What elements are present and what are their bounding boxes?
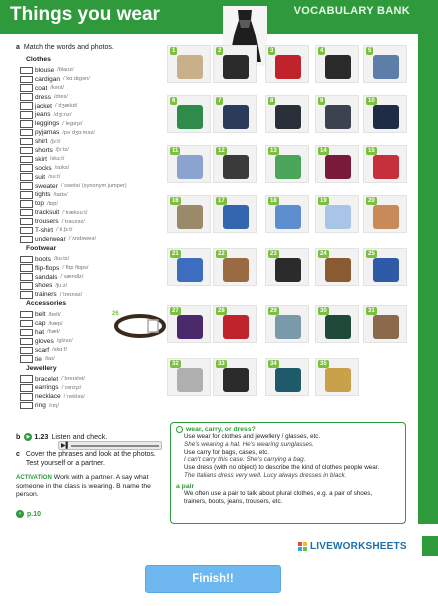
vocab-word: top [35,200,45,208]
photo-tile-4 [315,45,359,83]
garment-image [177,258,203,282]
photo-tile-5 [363,45,407,83]
vocab-word: dress [35,93,51,101]
vocab-word: trainers [35,291,57,299]
audio-icon: ▶ [24,433,32,441]
photo-number: 32 [172,361,179,367]
photo-number: 3 [270,48,274,54]
answer-box[interactable] [20,182,33,190]
photo-number: 29 [270,308,277,314]
word-row-tie [20,355,165,364]
garment-image [177,155,203,179]
photo-number: 2 [218,48,222,54]
garment-image [223,368,249,392]
garment-image [373,55,399,79]
vocab-word: coat [35,84,48,92]
section-heading: Footwear [26,244,57,252]
play-icon[interactable]: ▶▌ [61,443,70,449]
vocab-word: gloves [35,337,54,345]
answer-box[interactable] [20,347,33,355]
note-example: She's wearing a hat. He's wearing sunglasses. [184,440,314,448]
answer-box[interactable] [20,384,33,392]
word-list [20,55,165,410]
vocab-word: underwear [35,235,66,243]
note-rule: Use dress (with no object) to describe the kind of clothes people wear. [184,464,380,472]
note-rule: Use carry for bags, cases, etc. [184,448,270,456]
word-row-top [20,199,165,208]
word-row-tights [20,190,165,199]
answer-box[interactable] [20,256,33,264]
photo-number: 9 [320,98,324,104]
note-rule: We often use a pair to talk about plural clothes, e.g. a pair of shoes, [184,489,373,497]
vocab-word: tracksuit [35,209,60,217]
garment-image [373,105,399,129]
phonetic-text: /sɒks/ [54,165,70,172]
phonetic-text: /ˈbreɪslət/ [61,376,85,383]
phonetic-text: /ˈleɡɪŋz/ [62,120,83,127]
answer-box[interactable] [20,164,33,172]
photo-tile-10 [363,95,407,133]
word-row-coat [20,84,165,93]
word-row-shirt [20,137,165,146]
answer-box[interactable] [20,218,33,226]
answer-box[interactable] [20,93,33,101]
photo-tile-19 [315,195,359,233]
garment-image [325,55,351,79]
note-heading-pair: a pair [176,482,195,490]
photo-tile-35 [315,358,359,396]
phonetic-text: /pəˈdʒɑːməz/ [62,129,95,136]
photo-number: 1 [172,48,176,54]
photo-number: 20 [368,198,375,204]
liveworksheets-logo: LIVEWORKSHEETS [298,541,407,552]
photo-tile-18 [265,195,309,233]
answer-box[interactable] [20,291,33,299]
phonetic-text: /ˈɪərɪŋz/ [61,384,82,391]
photo-tile-21 [167,248,211,286]
phonetic-text: /dres/ [53,94,68,101]
word-row-flip-flops [20,264,165,273]
vocab-word: necklace [35,393,61,401]
header-bar [0,0,438,34]
phonetic-text: /kæp/ [48,320,63,327]
word-row-trousers [20,217,165,226]
answer-box[interactable] [20,273,33,281]
answer-box[interactable] [20,173,33,181]
vocab-word: shorts [35,146,53,154]
garment-image [177,368,203,392]
word-row-trainers [20,290,165,299]
vocab-word: boots [35,255,51,263]
garment-image [223,55,249,79]
answer-box[interactable] [20,355,33,363]
answer-box[interactable] [20,402,33,410]
answer-box[interactable] [20,76,33,84]
word-row-boots [20,255,165,264]
phonetic-text: /buːts/ [53,256,70,263]
vocab-word: shoes [35,282,53,290]
vocabulary-bank-label: VOCABULARY BANK [293,5,410,17]
note-example: The Italians dress very well. Lucy always dresses in black. [184,471,347,479]
vocab-word: ring [35,402,46,410]
answer-box[interactable] [20,111,33,119]
photo-number: 30 [320,308,327,314]
photo-tile-30 [315,305,359,343]
garment-image [223,258,249,282]
vocab-word: socks [35,164,52,172]
audio-player[interactable] [58,441,162,450]
logo-squares-icon [298,542,307,551]
grammar-note-box [170,422,406,524]
photo-number: 18 [270,198,277,204]
phonetic-text: /taɪts/ [53,191,68,198]
garment-image [373,155,399,179]
phonetic-text: /ˈtræksuːt/ [62,209,88,216]
section-heading: Clothes [26,56,51,63]
photo-tile-12 [213,145,257,183]
photo-tile-29 [265,305,309,343]
photo-number: 7 [218,98,222,104]
answer-box[interactable] [20,120,33,128]
word-row-suit [20,173,165,182]
vocab-word: cardigan [35,75,60,83]
photo-number: 19 [320,198,327,204]
phonetic-text: /tɒp/ [47,200,58,207]
photo-number: 14 [320,148,327,154]
phonetic-text: /kəʊt/ [50,85,65,92]
word-row-tracksuit [20,208,165,217]
phonetic-text: /suːt/ [48,174,61,181]
phonetic-text: /blaʊz/ [57,67,74,74]
photo-tile-31 [363,305,407,343]
garment-image [275,105,301,129]
photo-tile-6 [167,95,211,133]
word-row-pyjamas [20,128,165,137]
photo-number: 31 [368,308,375,314]
answer-box[interactable] [20,84,33,92]
phonetic-text: /ˈtraʊzəz/ [61,218,85,225]
vocab-word: leggings [35,120,60,128]
garment-image [275,368,301,392]
phonetic-text: /belt/ [48,311,61,318]
garment-image [325,315,351,339]
photo-number: 11 [172,148,179,154]
photo-tile-3 [265,45,309,83]
garment-image [177,105,203,129]
photo-tile-22 [213,248,257,286]
garment-image [373,205,399,229]
photo-number: 33 [218,361,225,367]
garment-image [275,205,301,229]
photo-number: 21 [172,251,179,257]
magnifier-icon [176,426,183,433]
photo-number-26: 26 [112,311,119,317]
photo-number: 24 [320,251,327,257]
note-example: I can't carry this case. She's carrying a bag. [184,456,306,464]
word-row-blouse [20,66,165,75]
phonetic-text: /ˈswetə/ (synonym jumper) [60,183,127,190]
photo-tile-23 [265,248,309,286]
vocab-word: belt [35,311,46,319]
vocab-word: tie [35,355,42,363]
answer-box[interactable] [20,264,33,272]
photo-number: 13 [270,148,277,154]
answer-box[interactable] [20,227,33,235]
garment-image [177,55,203,79]
phonetic-text: /ˈnekləs/ [63,393,85,400]
photo-tile-7 [213,95,257,133]
photo-number: 6 [172,98,176,104]
note-heading: wear, carry, or dress? [176,426,400,433]
word-row-sandals [20,273,165,282]
phonetic-text: /ˈkɑːdɪɡən/ [62,76,90,83]
photo-tile-1 [167,45,211,83]
photo-tile-11 [167,145,211,183]
answer-box[interactable] [20,209,33,217]
garment-image [223,155,249,179]
garment-image [223,315,249,339]
side-strip [418,34,438,524]
photo-tile-17 [213,195,257,233]
vocab-word: suit [35,173,46,181]
word-row-cardigan [20,75,165,84]
word-row-socks [20,164,165,173]
word-row-leggings [20,119,165,128]
exercise-b: b ▶ 1.23 Listen and check. [16,432,108,441]
photo-number: 25 [368,251,375,257]
phonetic-text: /ˈtiːʃɜːt/ [56,227,73,234]
section-heading: Jewellery [26,364,57,372]
answer-box[interactable] [20,282,33,290]
answer-box[interactable] [20,138,33,146]
photo-tile-2 [213,45,257,83]
vocab-word: jeans [35,111,51,119]
phonetic-text: /ɡlʌvz/ [56,338,73,345]
photo-number: 4 [320,48,324,54]
photo-tile-13 [265,145,309,183]
vocab-word: tights [35,191,51,199]
photo-tile-14 [315,145,359,183]
phonetic-text: /rɪŋ/ [48,402,59,409]
phonetic-text: /ˈsændlz/ [60,274,84,281]
word-row-skirt [20,155,165,164]
photo-number: 17 [218,198,225,204]
phonetic-text: /hæt/ [47,329,60,336]
photo-number: 16 [172,198,179,204]
answer-box[interactable] [20,338,33,346]
garment-image [223,105,249,129]
finish-button[interactable]: Finish!! [145,565,281,593]
photo-tile-20 [363,195,407,233]
vocab-word: trousers [35,218,59,226]
garment-image [325,205,351,229]
phonetic-text: /ʃuːz/ [55,282,68,289]
page-title: Things you wear [10,4,160,25]
answer-box[interactable] [20,375,33,383]
garment-image [373,258,399,282]
phonetic-text: /ʃɔːts/ [55,147,69,154]
photo-tile-25 [363,248,407,286]
vocab-word: skirt [35,155,47,163]
word-row-scarf [20,346,165,355]
answer-box[interactable] [20,311,33,319]
garment-image [325,258,351,282]
vocab-word: cap [35,320,46,328]
photo-number: 8 [270,98,274,104]
word-row-jeans [20,110,165,119]
garment-image [223,205,249,229]
garment-image [325,155,351,179]
garment-image [325,105,351,129]
photo-number: 22 [218,251,225,257]
activation-task: ACTIVATION Work with a partner. A say what someone in the class is wearing. B name the person. [16,474,151,499]
answer-box[interactable] [20,329,33,337]
answer-box[interactable] [20,67,33,75]
phonetic-text: /dʒiːnz/ [53,111,72,118]
vocab-word: blouse [35,66,55,74]
page-reference-link[interactable]: › p.10 [16,510,41,518]
garment-image [275,155,301,179]
answer-box[interactable] [20,156,33,164]
photo-tile-34 [265,358,309,396]
phonetic-text: /taɪ/ [44,356,55,363]
photo-number: 15 [368,148,375,154]
phonetic-text: /ˈʌndəweə/ [68,236,97,243]
garment-image [177,315,203,339]
vocab-word: hat [35,328,45,336]
photo-number: 5 [368,48,372,54]
word-row-jacket [20,102,165,111]
photo-number: 12 [218,148,225,154]
word-row-sweater [20,182,165,191]
vocab-word: earrings [35,384,59,392]
belt-photo [112,308,168,340]
note-rule: Use wear for clothes and jewellery / glasses, etc. [184,433,321,440]
answer-box[interactable] [20,191,33,199]
vocab-word: scarf [35,346,50,354]
word-row-dress [20,93,165,102]
side-strip-bottom [422,536,438,556]
garment-image [177,205,203,229]
answer-box[interactable] [20,393,33,401]
exercise-a-instruction: a Match the words and photos. [16,44,114,51]
word-row-shoes [20,281,165,290]
vocab-word: sweater [35,182,58,190]
garment-image [325,368,351,392]
word-row-underwear [20,235,165,244]
answer-box[interactable] [20,147,33,155]
phonetic-text: /ˈdʒækɪt/ [54,103,78,109]
photo-tile-28 [213,305,257,343]
vocab-word: bracelet [35,375,59,383]
phonetic-text: /ʃɜːt/ [50,138,61,145]
photo-number: 34 [270,361,277,367]
vocab-word: T-shirt [35,226,54,234]
vocab-word: pyjamas [35,129,60,137]
garment-image [275,258,301,282]
photo-number: 10 [368,98,375,104]
answer-box[interactable] [20,102,33,110]
vocab-word: flip-flops [35,264,60,272]
answer-box[interactable] [20,320,33,328]
phonetic-text: /skɑːf/ [52,347,68,354]
audio-progress-track[interactable] [71,445,159,447]
word-row-necklace [20,392,165,401]
answer-box[interactable] [20,236,33,244]
photo-tile-24 [315,248,359,286]
garment-image [275,55,301,79]
photo-tile-32 [167,358,211,396]
exercise-c: c Cover the phrases and look at the photos. Test yourself or a partner. [16,451,156,467]
garment-image [373,315,399,339]
section-heading: Accessories [26,300,67,308]
photo-tile-16 [167,195,211,233]
photo-tile-15 [363,145,407,183]
word-row-bracelet [20,375,165,384]
phonetic-text: /ˈtreɪnəz/ [59,291,83,298]
photo-number: 27 [172,308,179,314]
photo-tile-8 [265,95,309,133]
photo-tile-27 [167,305,211,343]
photo-tile-33 [213,358,257,396]
answer-box[interactable] [20,200,33,208]
word-row-t-shirt [20,226,165,235]
vocab-word: sandals [35,273,58,281]
note-rule: trainers, boots, jeans, trousers, etc. [184,497,283,505]
arrow-right-icon: › [16,510,24,518]
photo-number: 23 [270,251,277,257]
vocab-word: shirt [35,138,48,146]
photo-number: 28 [218,308,225,314]
vocab-word: jacket [35,102,52,110]
phonetic-text: /ˈflɪp flɒps/ [62,265,89,272]
photo-number: 35 [320,361,327,367]
word-row-earrings [20,384,165,393]
garment-image [275,315,301,339]
word-row-shorts [20,146,165,155]
word-row-ring [20,401,165,410]
phonetic-text: /skɜːt/ [49,156,65,163]
photo-tile-9 [315,95,359,133]
answer-box[interactable] [20,129,33,137]
